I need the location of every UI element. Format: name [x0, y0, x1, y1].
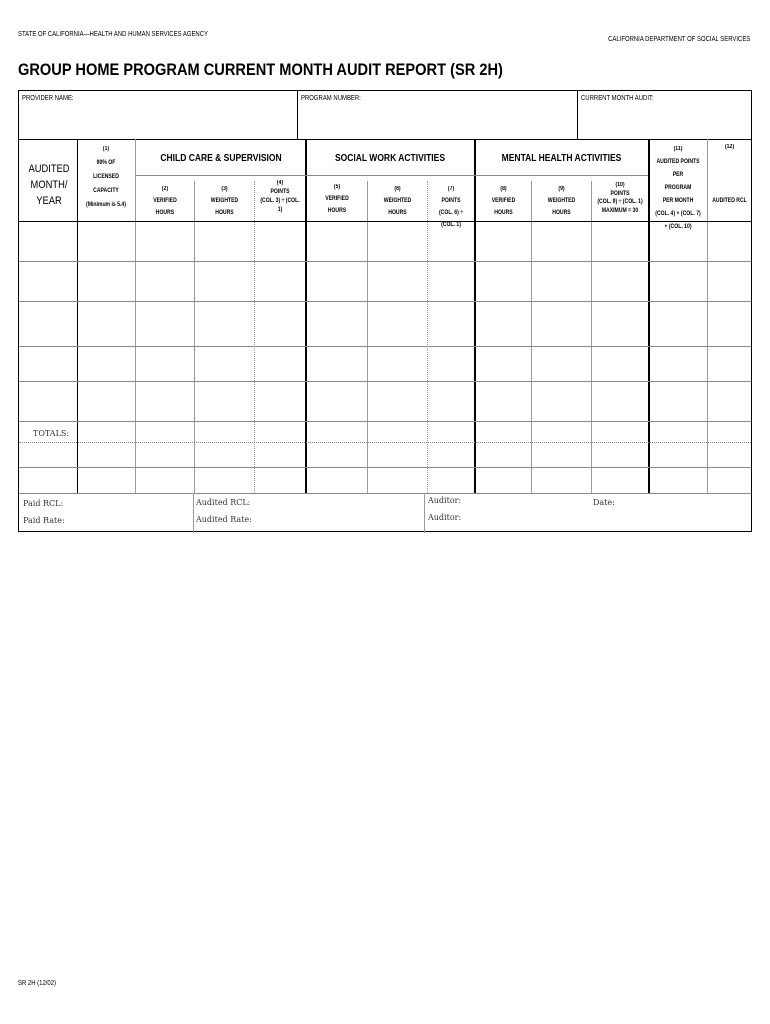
table-row	[19, 301, 751, 302]
col3-header: (3) WEIGHTED HOURS	[210, 186, 239, 216]
col4-header: (4) POINTS (COL. 3) ÷ (COL. 1)	[260, 180, 300, 213]
auditor-label: Auditor:	[428, 513, 462, 522]
social-work-activities-header: SOCIAL WORK ACTIVITIES	[334, 153, 446, 164]
table-row	[19, 381, 751, 382]
table-row	[19, 261, 751, 262]
col2-header: (2) VERIFIED HOURS	[153, 186, 177, 216]
divider	[19, 139, 751, 140]
col11-header: (11) AUDITED POINTS PER PROGRAM PER MONTH (COL. 4) + (COL. 7) + (COL. 10)	[655, 146, 701, 230]
divider	[135, 139, 136, 493]
table-row	[19, 442, 751, 443]
col6-header: (6) WEIGHTED HOURS	[383, 186, 412, 216]
col12-header: (12) AUDITED RCL	[712, 144, 747, 204]
child-care-supervision-header: CHILD CARE & SUPERVISION	[160, 153, 282, 164]
audited-rcl-label: Audited RCL:	[196, 498, 251, 507]
audited-rate-label: Audited Rate:	[196, 515, 252, 524]
col8-header: (8) VERIFIED HOURS	[491, 186, 516, 216]
divider	[297, 91, 298, 139]
table-row	[19, 421, 751, 422]
divider	[254, 181, 255, 493]
divider	[19, 221, 751, 222]
paid-rate-label: Paid Rate:	[23, 516, 65, 525]
col7-header: (7) POINTS (COL. 6) ÷ (COL. 1)	[438, 186, 464, 228]
form-number: SR 2H (12/02)	[18, 980, 57, 987]
divider	[136, 175, 648, 176]
col10-header: (10) POINTS (COL. 9) ÷ (COL. 1) MAXIMUM = 30	[597, 182, 643, 214]
col9-header: (9) WEIGHTED HOURS	[547, 186, 576, 216]
provider-name-label: PROVIDER NAME:	[22, 95, 74, 102]
divider	[194, 181, 195, 493]
department-line: CALIFORNIA DEPARTMENT OF SOCIAL SERVICES	[607, 36, 750, 43]
divider	[427, 181, 428, 493]
mental-health-activities-header: MENTAL HEALTH ACTIVITIES	[501, 153, 622, 164]
audited-month-year-header: AUDITED MONTH/ YEAR	[28, 163, 70, 207]
program-number-label: PROGRAM NUMBER:	[301, 95, 361, 102]
auditor-label: Auditor:	[428, 496, 462, 505]
divider	[193, 493, 194, 533]
agency-line: STATE OF CALIFORNIA—HEALTH AND HUMAN SERVICES AGENCY	[18, 31, 209, 38]
divider	[77, 139, 78, 493]
paid-rcl-label: Paid RCL:	[23, 499, 64, 508]
divider	[531, 181, 532, 493]
divider	[648, 139, 650, 493]
audit-form	[18, 90, 752, 532]
divider	[577, 91, 578, 139]
table-row	[19, 346, 751, 347]
divider	[424, 493, 425, 533]
divider	[305, 139, 307, 493]
current-month-audit-label: CURRENT MONTH AUDIT:	[581, 95, 654, 102]
divider	[707, 139, 708, 493]
table-row	[19, 467, 751, 468]
col1-header: (1) 90% OF LICENSED CAPACITY (Minimum is 5.4)	[86, 146, 126, 208]
divider	[367, 181, 368, 493]
divider	[474, 139, 476, 493]
date-label: Date:	[593, 498, 615, 507]
table-row	[19, 493, 751, 494]
col5-header: (5) VERIFIED HOURS	[325, 184, 349, 214]
totals-label: TOTALS:	[33, 429, 70, 438]
divider	[591, 181, 592, 493]
page-title: GROUP HOME PROGRAM CURRENT MONTH AUDIT REPORT (SR 2H)	[18, 60, 503, 79]
